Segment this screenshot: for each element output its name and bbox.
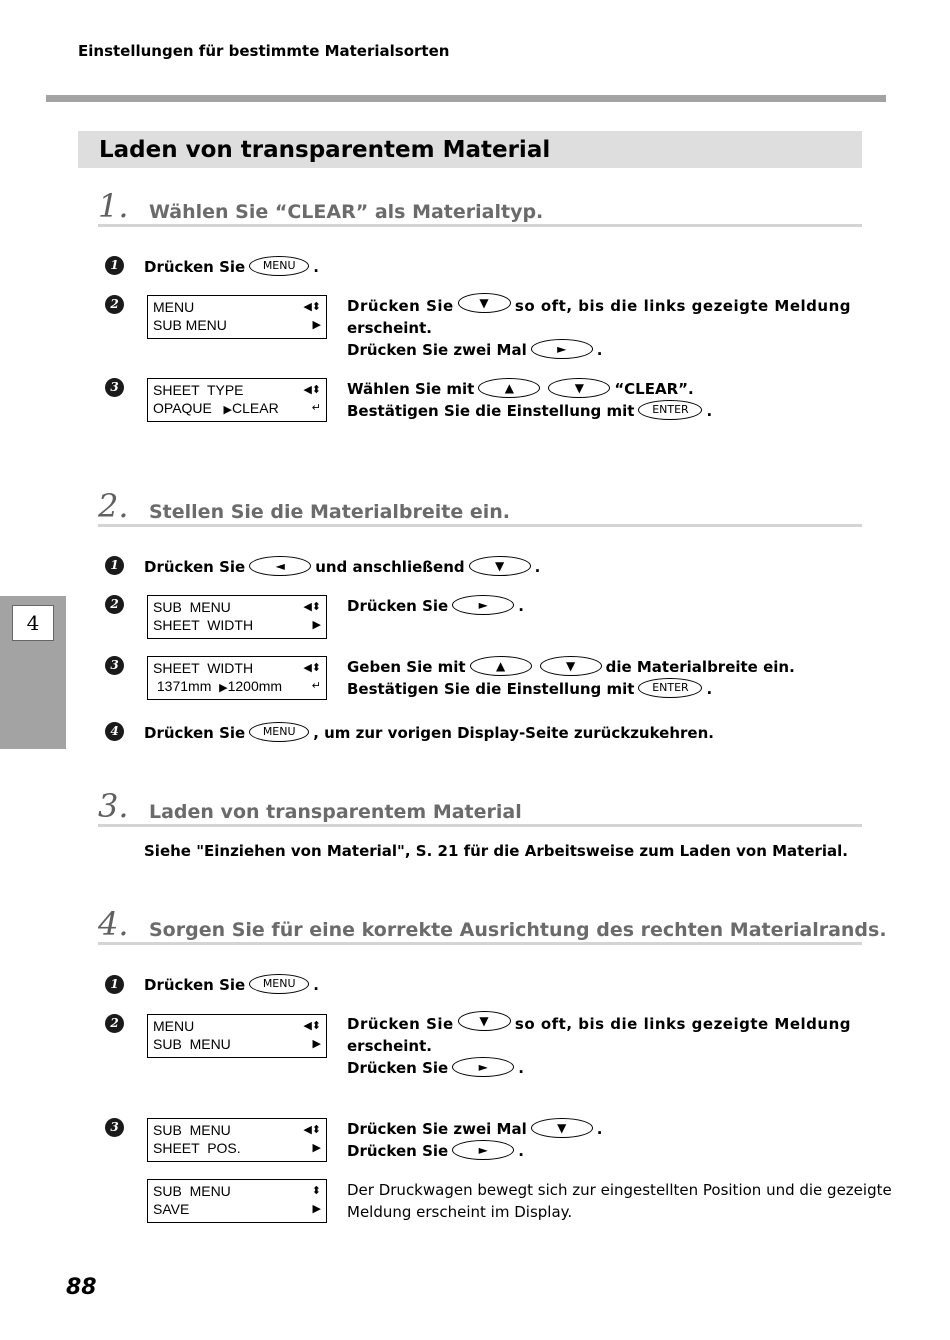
enter-indicator-icon: ↵ (311, 680, 321, 692)
right-indicator-icon: ▶ (312, 319, 321, 331)
running-header: Einstellungen für bestimmte Materialsorten (78, 42, 450, 60)
menu-key-icon: MENU (249, 256, 309, 276)
step-number: 1. (98, 187, 129, 225)
down-key-icon: ▼ (540, 656, 602, 676)
lcd-display: SHEET TYPE ◀⬍ OPAQUE ▶CLEAR ↵ (147, 378, 327, 422)
instruction: Drücken Sie ▼ so oft, bis die links gezeigte Meldung erscheint. Drücken Sie zwei Mal ► . (347, 295, 851, 361)
sub-step-marker: 2 (105, 595, 124, 614)
step-title: Stellen Sie die Materialbreite ein. (149, 501, 511, 523)
page-number: 88 (66, 1275, 97, 1300)
menu-key-icon: MENU (249, 722, 309, 742)
top-rule (46, 95, 886, 102)
step-title: Laden von transparentem Material (149, 801, 522, 823)
up-down-indicator-icon: ◀⬍ (303, 1020, 321, 1032)
page-title: Laden von transparentem Material (99, 137, 551, 163)
enter-key-icon: ENTER (638, 400, 702, 420)
sub-step-marker: 2 (105, 1014, 124, 1033)
right-key-icon: ► (452, 595, 514, 615)
sub-step-marker: 1 (105, 256, 124, 275)
instruction: Drücken Sie MENU , um zur vorigen Display-Seite zurückzukehren. (144, 722, 714, 744)
instruction: Drücken Sie ▼ so oft, bis die links gezeigte Meldung erscheint. Drücken Sie ► . (347, 1013, 851, 1079)
lcd-display: SHEET WIDTH ◀⬍ 1371mm ▶1200mm ↵ (147, 656, 327, 700)
note-text: Der Druckwagen bewegt sich zur eingestellten Position und die gezeigte Meldung erscheint im Display. (347, 1181, 892, 1221)
instruction: Drücken Sie ◄ und anschließend ▼ . (144, 556, 540, 578)
step-number: 3. (98, 787, 129, 825)
step-number: 2. (98, 487, 129, 525)
instruction: Geben Sie mit ▲ ▼ die Materialbreite ein. Bestätigen Sie die Einstellung mit ENTER . (347, 656, 795, 700)
down-key-icon: ▼ (548, 378, 610, 398)
lcd-display: MENU ◀⬍ SUB MENU ▶ (147, 1014, 327, 1058)
sub-step-marker: 3 (105, 1118, 124, 1137)
sub-step-marker: 1 (105, 975, 124, 994)
down-key-icon: ▼ (458, 1011, 511, 1031)
sub-step-marker: 3 (105, 656, 124, 675)
sub-step-marker: 2 (105, 295, 124, 314)
sub-step-marker: 4 (105, 722, 124, 741)
instruction: Siehe "Einziehen von Material", S. 21 für die Arbeitsweise zum Laden von Material. (144, 842, 848, 860)
right-indicator-icon: ▶ (312, 1203, 321, 1215)
down-key-icon: ▼ (458, 293, 511, 313)
left-key-icon: ◄ (249, 556, 311, 576)
enter-key-icon: ENTER (638, 678, 702, 698)
right-indicator-icon: ▶ (312, 1142, 321, 1154)
instruction: Drücken Sie zwei Mal ▼ . Drücken Sie ► . (347, 1118, 602, 1162)
step-number: 4. (98, 905, 129, 943)
right-key-icon: ► (531, 339, 593, 359)
step-2-heading (98, 487, 862, 527)
right-indicator-icon: ▶ (312, 1038, 321, 1050)
down-key-icon: ▼ (531, 1118, 593, 1138)
up-down-indicator-icon: ◀⬍ (303, 1124, 321, 1136)
step-3-heading (98, 787, 862, 827)
step-1-heading (98, 187, 862, 227)
sub-step-marker: 3 (105, 378, 124, 397)
instruction: Drücken Sie MENU . (144, 974, 319, 996)
up-key-icon: ▲ (470, 656, 532, 676)
lcd-display: SUB MENU ◀⬍ SHEET WIDTH ▶ (147, 595, 327, 639)
up-down-indicator-icon: ◀⬍ (303, 384, 321, 396)
down-key-icon: ▼ (469, 556, 531, 576)
lcd-display: MENU ◀⬍ SUB MENU ▶ (147, 295, 327, 339)
instruction: Drücken Sie MENU . (144, 256, 319, 278)
menu-key-icon: MENU (249, 974, 309, 994)
instruction: Drücken Sie ► . (347, 595, 524, 617)
right-key-icon: ► (452, 1140, 514, 1160)
title-band (78, 131, 862, 168)
select-marker-icon: ▶ (219, 682, 228, 694)
right-key-icon: ► (452, 1057, 514, 1077)
enter-indicator-icon: ↵ (311, 402, 321, 414)
lcd-display: SUB MENU ⬍ SAVE ▶ (147, 1179, 327, 1223)
chapter-number: 4 (12, 605, 54, 641)
sub-step-marker: 1 (105, 556, 124, 575)
up-down-indicator-icon: ◀⬍ (303, 601, 321, 613)
up-down-indicator-icon: ⬍ (311, 1185, 321, 1197)
instruction: Wählen Sie mit ▲ ▼ “CLEAR”. Bestätigen Sie die Einstellung mit ENTER . (347, 378, 712, 422)
step-4-heading (98, 905, 887, 945)
up-key-icon: ▲ (478, 378, 540, 398)
right-indicator-icon: ▶ (312, 619, 321, 631)
step-title: Sorgen Sie für eine korrekte Ausrichtung des rechten Materialrands. (149, 919, 887, 941)
step-title: Wählen Sie “CLEAR” als Materialtyp. (149, 201, 544, 223)
lcd-display: SUB MENU ◀⬍ SHEET POS. ▶ (147, 1118, 327, 1162)
select-marker-icon: ▶ (223, 404, 233, 416)
up-down-indicator-icon: ◀⬍ (303, 662, 321, 674)
up-down-indicator-icon: ◀⬍ (303, 301, 321, 313)
